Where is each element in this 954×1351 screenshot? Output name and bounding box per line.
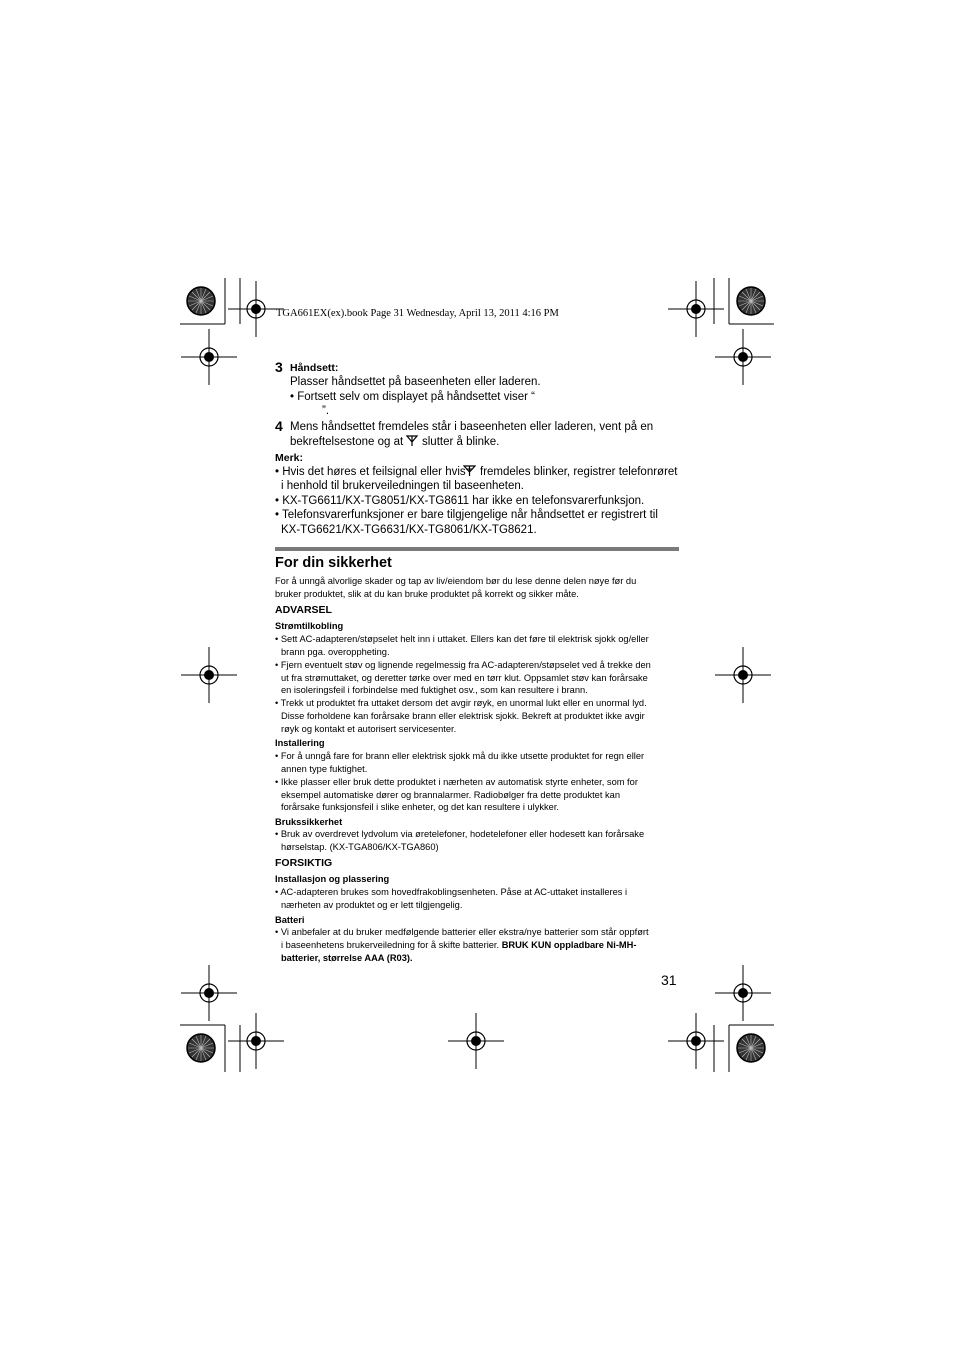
note-bullet-1a: • Hvis det høres et feilsignal eller hvis xyxy=(275,466,466,478)
power-bullet-2a: • Fjern eventuelt støv og lignende regelmessig fra AC-adapteren/støpselet ved å trekke den xyxy=(275,660,651,670)
note-bullet-3a: • Telefonsvarerfunksjoner er bare tilgjengelige når håndsettet er registrert til xyxy=(275,509,658,521)
note-bullet-3b: KX-TG6621/KX-TG6631/KX-TG8061/KX-TG8621. xyxy=(281,524,537,536)
step-4-text-line1: Mens håndsettet fremdeles står i baseenheten eller laderen, vent på en xyxy=(290,421,654,433)
step-4-number: 4 xyxy=(275,418,283,434)
use-safety-heading: Brukssikkerhet xyxy=(275,817,343,827)
use-bullet-1a: • Bruk av overdrevet lydvolum via øretelefoner, hodetelefoner eller hodesett kan forårsake xyxy=(275,829,645,839)
step-3-bullet-end: ”. xyxy=(322,405,330,417)
step-3-number: 3 xyxy=(275,359,283,375)
power-bullet-2b: ut fra strømuttaket, og deretter tørke over med en tørr klut. Oppsamlet støv kan forårsake xyxy=(281,673,648,683)
step-3-bullet: • Fortsett selv om displayet på håndsettet viser “ xyxy=(290,391,535,403)
power-bullet-1a: • Sett AC-adapteren/støpselet helt inn i uttaket. Ellers kan det føre til elektrisk sjokk og/eller xyxy=(275,634,649,644)
battery-text-bold: BRUK KUN oppladbare Ni-MH- xyxy=(501,940,637,950)
install-bullet-1a: • For å unngå fare for brann eller elektrisk sjokk må du ikke utsette produktet for regn eller xyxy=(275,751,645,761)
step-3-title: Håndsett: xyxy=(290,362,339,374)
battery-bullet-1b xyxy=(281,939,637,952)
power-bullet-3a: • Trekk ut produktet fra uttaket dersom det avgir røyk, en unormal lukt eller en unormal lyd. xyxy=(275,698,647,708)
placement-bullet-1a: • AC-adapteren brukes som hovedfrakoblingsenheten. Påse at AC-uttaket installeres i xyxy=(275,887,628,897)
power-bullet-1b: brann pga. overoppheting. xyxy=(281,647,390,657)
battery-text-normal: i baseenhetens brukerveiledning for å skifte batterier. xyxy=(281,940,502,950)
note-bullet-2: • KX-TG6611/KX-TG8051/KX-TG8611 har ikke en telefonsvarerfunksjon. xyxy=(275,495,645,507)
antenna-icon xyxy=(463,465,476,478)
caution-heading: FORSIKTIG xyxy=(275,857,333,869)
note-title: Merk: xyxy=(275,452,304,464)
page-number: 31 xyxy=(661,972,677,988)
step-4-text-line2a: bekreftelsestone og at xyxy=(290,436,404,448)
placement-bullet-1b: nærheten av produktet og er lett tilgjengelig. xyxy=(281,900,463,910)
antenna-icon xyxy=(406,435,418,447)
warning-heading: ADVARSEL xyxy=(275,604,332,616)
power-bullet-3c: røyk og kontakt et autorisert servicesenter. xyxy=(281,724,457,734)
use-bullet-1b: hørselstap. (KX-TGA806/KX-TGA860) xyxy=(281,842,439,852)
note-bullet-1b: fremdeles blinker, registrer telefonrøret xyxy=(480,466,678,478)
install-bullet-2b: eksempel automatiske dører og brannalarmer. Radiobølger fra dette produktet kan xyxy=(281,790,620,800)
book-header: TGA661EX(ex).book Page 31 Wednesday, April 13, 2011 4:16 PM xyxy=(276,308,559,319)
install-bullet-2a: • Ikke plasser eller bruk dette produktet i nærheten av automatisk styrte enheter, som for xyxy=(275,777,638,787)
install-bullet-2c: forårsake funksjonsfeil i slike enheter, og det kan resultere i ulykker. xyxy=(281,802,560,812)
install-bullet-1b: annen type fuktighet. xyxy=(281,764,368,774)
battery-bullet-1a: • Vi anbefaler at du bruker medfølgende batterier eller ekstra/nye batterier som står oppført xyxy=(275,927,649,937)
placement-heading: Installasjon og plassering xyxy=(275,874,390,884)
power-bullet-2c: en isoleringsfeil i forbindelse med fuktighet osv., som kan resultere i brann. xyxy=(281,685,588,695)
power-heading: Strømtilkobling xyxy=(275,621,344,631)
battery-bullet-1c: batterier, størrelse AAA (R03). xyxy=(281,953,413,963)
power-bullet-3b: Disse forholdene kan forårsake brann eller elektrisk sjokk. Bekreft at produktet ikke avgir xyxy=(281,711,645,721)
safety-intro-2: bruker produktet, slik at du kan bruke produktet på korrekt og sikker måte. xyxy=(275,589,579,599)
step-3-text: Plasser håndsettet på baseenheten eller laderen. xyxy=(290,376,541,388)
install-heading: Installering xyxy=(275,738,325,748)
step-4-text-line2b: slutter å blinke. xyxy=(422,436,500,448)
battery-heading: Batteri xyxy=(275,915,305,925)
section-title: For din sikkerhet xyxy=(275,555,392,571)
safety-intro-1: For å unngå alvorlige skader og tap av liv/eiendom bør du lese denne delen nøye før du xyxy=(275,576,637,586)
note-bullet-1c: i henhold til brukerveiledningen til baseenheten. xyxy=(281,480,524,492)
section-divider xyxy=(275,547,679,551)
